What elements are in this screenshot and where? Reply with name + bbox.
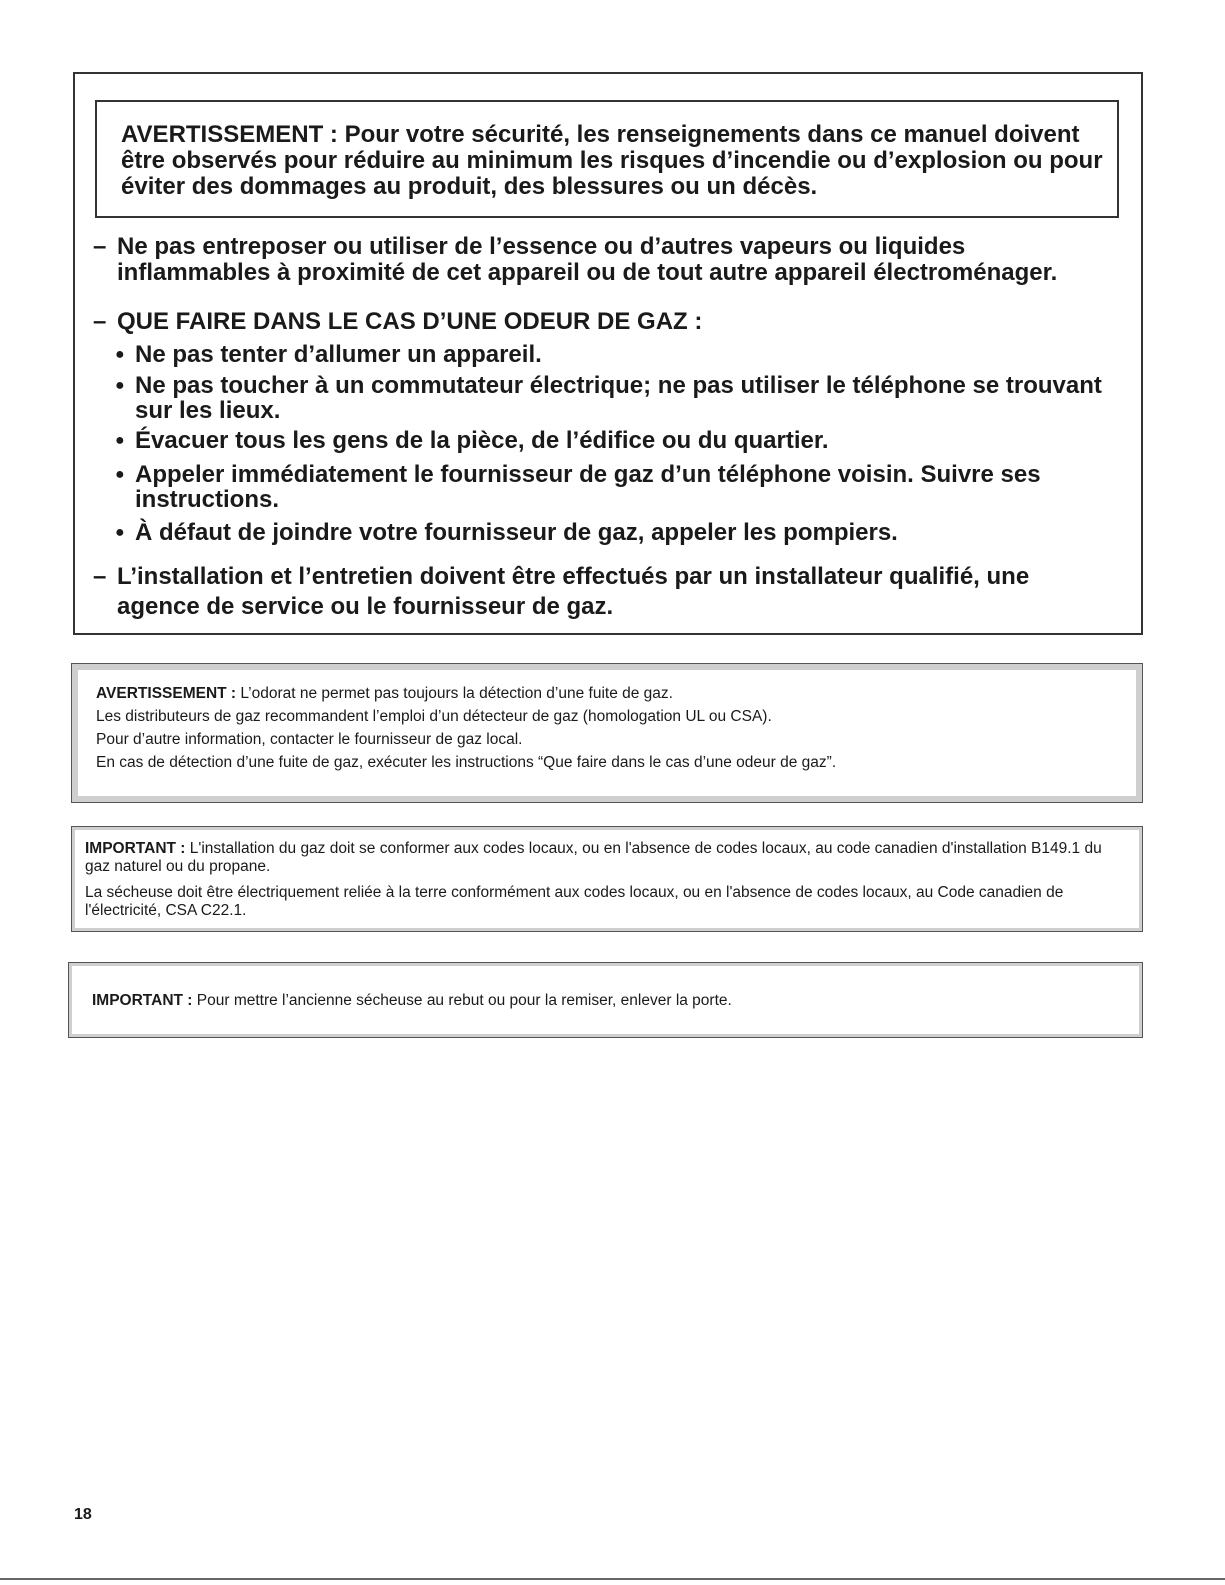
bullet-item [115,428,829,453]
important-label: IMPORTANT : [92,992,193,1009]
gas-detection-line [96,684,1118,703]
bullet-line: Ne pas tenter d’allumer un appareil. [135,341,542,368]
warning-heading-line: éviter des dommages au produit, des blessures ou un décès. [121,173,818,200]
warning-heading-line: être observés pour réduire au minimum les risques d’incendie ou d’explosion ou pour [121,147,1103,174]
bullet-line: sur les lieux. [135,397,281,424]
bullet-item [115,373,1102,423]
dash-marker: – [93,308,107,335]
bullet-marker: ● [115,432,125,449]
bullet-item [115,342,542,367]
bullet-item [115,520,898,545]
important-label: IMPORTANT : [85,840,186,857]
safety-warning-box [73,72,1143,635]
door-removal-box [68,962,1143,1038]
dash-marker: – [93,563,107,590]
gas-smell-title: QUE FAIRE DANS LE CAS D’UNE ODEUR DE GAZ : [117,308,703,335]
gas-detection-text: L’odorat ne permet pas toujours la détection d’une fuite de gaz. [240,685,673,702]
bullet-item [115,462,1041,512]
bottom-rule [0,1578,1225,1580]
gas-detection-line: Les distributeurs de gaz recommandent l’emploi d’un détecteur de gaz (homologation UL ou CSA). [96,708,772,725]
bullet-marker: ● [115,466,125,483]
door-removal-paragraph [92,992,1119,1010]
installation-code-paragraph [85,840,1129,876]
bullet-marker: ● [115,377,125,394]
grounding-paragraph: La sécheuse doit être électriquement reliée à la terre conformément aux codes locaux, ou en l'absence de codes locaux, au Code canadien de l'électricité, CSA C22.1. [85,884,1064,919]
door-removal-text: Pour mettre l’ancienne sécheuse au rebut ou pour la remiser, enlever la porte. [196,992,732,1009]
bullet-line: À défaut de joindre votre fournisseur de gaz, appeler les pompiers. [135,519,898,546]
bullet-line: Évacuer tous les gens de la pièce, de l’édifice ou du quartier. [135,427,829,454]
installation-code-text: L'installation du gaz doit se conformer aux codes locaux, ou en l'absence de codes locaux, au code canadien d'installation B149.1 du gaz naturel ou du propane. [85,840,1102,875]
bullet-line: Ne pas toucher à un commutateur électrique; ne pas utiliser le téléphone se trouvant [135,372,1102,399]
warning-heading-box [95,100,1119,218]
dash-marker: – [93,233,107,260]
warning-label: AVERTISSEMENT : [96,685,237,702]
gas-smell-title-item [93,309,702,335]
storage-warning-line: inflammables à proximité de cet appareil ou de tout autre appareil électroménager. [117,259,1058,286]
gas-detection-warning-box [71,663,1143,803]
installation-warning-item [93,562,1029,622]
installation-code-box [71,826,1143,932]
bullet-marker: ● [115,524,125,541]
bullet-line: instructions. [135,486,280,513]
bullet-line: Appeler immédiatement le fournisseur de gaz d’un téléphone voisin. Suivre ses [135,461,1041,488]
warning-heading-line: AVERTISSEMENT : Pour votre sécurité, les renseignements dans ce manuel doivent [121,121,1080,148]
bullet-marker: ● [115,346,125,363]
page-number: 18 [74,1506,92,1523]
storage-warning-line: Ne pas entreposer ou utiliser de l’essence ou d’autres vapeurs ou liquides [117,233,966,260]
gas-detection-line: Pour d’autre information, contacter le fournisseur de gaz local. [96,731,523,748]
installation-warning-line: agence de service ou le fournisseur de gaz. [117,593,614,620]
storage-warning-item [93,234,1057,286]
installation-warning-line: L’installation et l’entretien doivent être effectués par un installateur qualifié, une [117,563,1030,590]
gas-detection-line: En cas de détection d’une fuite de gaz, exécuter les instructions “Que faire dans le cas d’une odeur de gaz”. [96,754,837,771]
